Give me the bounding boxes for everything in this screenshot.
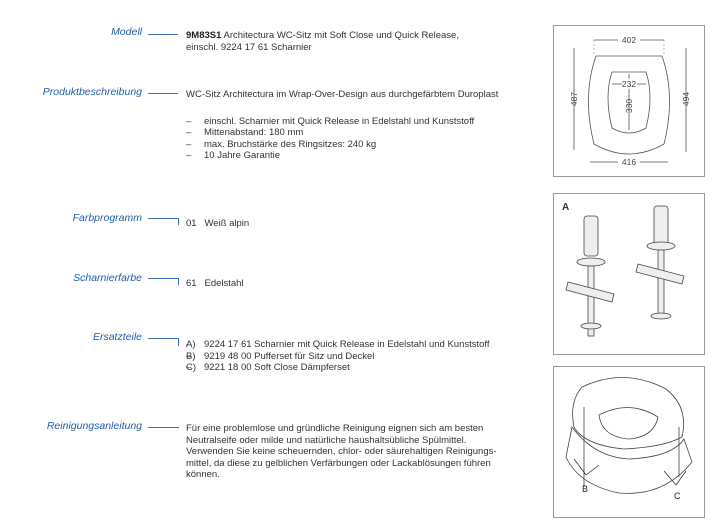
item-marker: – A) (186, 339, 196, 350)
text-line: Für eine problemlose und gründliche Reinigung eignen sich am besten (186, 423, 484, 434)
list-item: – max. Bruchstärke des Ringsitzes: 240 kg (186, 139, 546, 151)
label-ersatz: Ersatzteile (92, 331, 142, 343)
drawing-top-view (553, 25, 705, 177)
produkt-text (186, 89, 546, 162)
connector-ersatz (148, 338, 179, 346)
connector-modell (148, 34, 178, 35)
item-text: 9221 18 00 Soft Close Dämpferset (204, 362, 350, 373)
seat-label-b: B (582, 484, 589, 494)
model-desc: Architectura WC-Sitz mit Soft Close und Quick Release, (221, 30, 459, 41)
hinge-label: A (562, 202, 570, 213)
dim-right: 494 (681, 91, 691, 107)
farbe-value: Weiß alpin (204, 218, 250, 229)
list-item (186, 362, 490, 374)
label-modell: Modell (111, 26, 142, 38)
list-item (186, 351, 490, 363)
item-text: 9219 48 00 Pufferset für Sitz und Deckel (204, 350, 375, 362)
model-code: 9M83S1 (186, 30, 222, 41)
connector-reinigung (148, 427, 179, 428)
modell-text (186, 30, 459, 53)
text-line: Verwenden Sie keine scheuernden, chlor- oder säurehaltigen Reinigungs- (186, 446, 497, 457)
drawing-seat (553, 366, 705, 518)
dim-top: 402 (621, 35, 637, 45)
reinigung-text (186, 423, 497, 481)
ersatz-list (186, 339, 490, 374)
produkt-intro: WC-Sitz Architectura im Wrap-Over-Design aus durchgefärbtem Duroplast (186, 89, 499, 100)
seat-perspective-svg (554, 367, 704, 517)
dim-left: 487 (569, 91, 579, 107)
dim-bottom: 416 (621, 157, 637, 167)
list-item (186, 339, 490, 351)
seat-dimension-svg (554, 26, 704, 176)
item-text: 9224 17 61 Scharnier mit Quick Release in Edelstahl und Kunststoff (204, 339, 490, 350)
drawing-hinge (553, 193, 705, 355)
text-line: können. (186, 469, 220, 480)
ersatz-text (186, 339, 490, 374)
connector-farbe (148, 218, 179, 225)
text-line: Neutralseife oder milde und natürliche haushaltsübliche Spülmittel. (186, 434, 467, 446)
seat-lid (573, 377, 684, 449)
farbe-code: 01 (186, 218, 197, 229)
dim-inner-width: 232 (621, 79, 637, 89)
label-farbe: Farbprogramm (72, 212, 142, 224)
label-reinigung: Reinigungsanleitung (46, 420, 142, 432)
item-marker: – C) (186, 362, 197, 373)
connector-produkt (148, 93, 178, 94)
list-item: – einschl. Scharnier mit Quick Release in Edelstahl und Kunststoff (186, 116, 546, 128)
scharnier-value: Edelstahl (204, 278, 244, 289)
scharnier-text (186, 278, 244, 290)
seat-label-c: C (674, 491, 681, 501)
produkt-list (186, 116, 546, 162)
label-produkt: Produktbeschreibung (42, 86, 142, 98)
list-item: – Mittenabstand: 180 mm (186, 127, 546, 139)
dim-inner-height: 330 (624, 98, 634, 114)
item-marker: – B) (186, 350, 196, 362)
hinge-svg (554, 194, 704, 354)
connector-scharnier (148, 278, 179, 285)
text-line: mittel, da diese zu gelblichen Verfärbungen oder Lackablösungen führen (186, 457, 491, 469)
scharnier-code: 61 (186, 278, 197, 289)
farbe-text (186, 218, 249, 230)
list-item: – 10 Jahre Garantie (186, 150, 546, 162)
label-scharnier: Scharnierfarbe (73, 272, 142, 284)
model-hinge: einschl. 9224 17 61 Scharnier (186, 41, 312, 53)
